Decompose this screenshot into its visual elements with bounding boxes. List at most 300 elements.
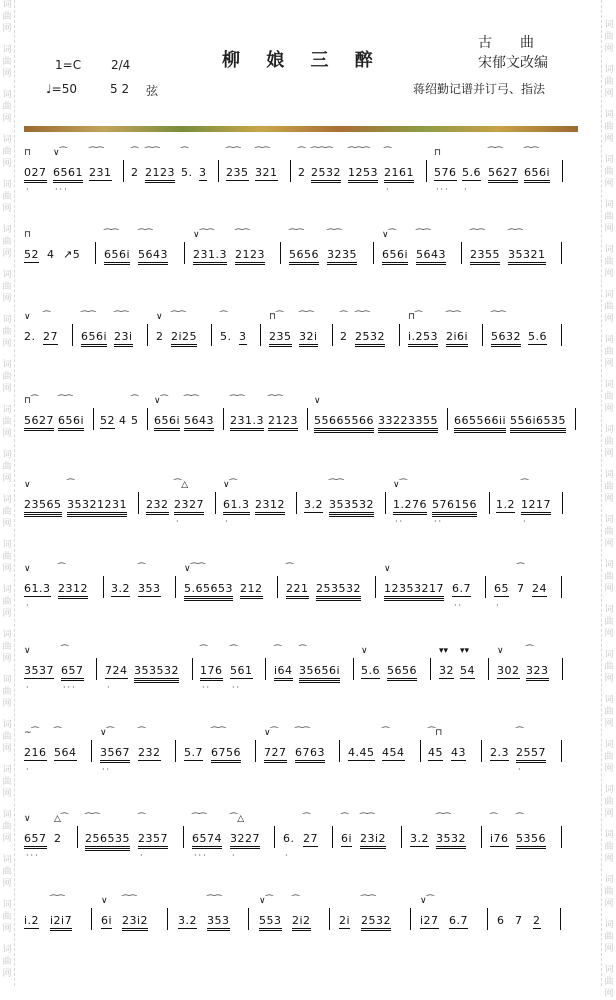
- note-group: 23i2: [122, 914, 148, 931]
- note-group: 2123: [268, 414, 298, 431]
- note-group: 221: [286, 582, 309, 599]
- watermark-char: 词: [604, 920, 614, 930]
- watermark-char: 词: [604, 695, 614, 705]
- note-group: 55665566: [314, 414, 374, 433]
- barline: [274, 826, 275, 848]
- barline: [562, 658, 563, 680]
- bowing-mark: ⁀⁀: [360, 814, 375, 824]
- note-group: 32i: [299, 330, 318, 347]
- bowing-mark: ⁀: [292, 896, 300, 906]
- transcriber: 蒋绍勤记谱并订弓、指法: [413, 82, 546, 96]
- octave-dots: ··: [434, 517, 444, 526]
- watermark-char: 词: [604, 740, 614, 750]
- note-group: 353: [207, 914, 230, 931]
- watermark-char: 词: [604, 335, 614, 345]
- note-group: 2161: [384, 166, 414, 183]
- bowing-mark: ⁀⁀: [184, 396, 199, 406]
- note-group: 2532: [361, 914, 391, 931]
- barline: [562, 492, 563, 514]
- note-group: ↗5: [63, 248, 81, 261]
- barline: [138, 492, 139, 514]
- watermark-char: 曲: [604, 662, 614, 672]
- octave-dots: ·: [225, 517, 230, 526]
- note-group: 52: [24, 248, 39, 261]
- string-tuning: 5 2: [110, 82, 130, 96]
- barline: [223, 408, 224, 430]
- bowing-mark: ⁀⁀: [122, 896, 137, 906]
- note-group: 5.7: [184, 746, 203, 759]
- key-signature: 1=C: [55, 58, 82, 72]
- note-group: 231.3: [193, 248, 227, 265]
- score-line: [24, 230, 586, 274]
- note-group: 2355: [470, 248, 500, 265]
- barline: [561, 826, 562, 848]
- bowing-mark: ⁀: [299, 646, 307, 656]
- bowing-mark: ⁀: [61, 646, 69, 656]
- watermark-char: 网: [604, 944, 614, 954]
- note-group: 216: [24, 746, 47, 759]
- watermark-char: 网: [604, 899, 614, 909]
- note-group: 3.2: [410, 832, 429, 845]
- bowing-mark: ⁀⁀: [50, 896, 65, 906]
- bowing-mark: ⁀⁀⁀: [311, 148, 333, 158]
- watermark-char: 网: [604, 584, 614, 594]
- octave-dots: ·: [464, 185, 469, 194]
- bowing-mark: ⊓: [24, 148, 32, 158]
- watermark-char: 词: [604, 65, 614, 75]
- decorative-band: [24, 126, 578, 132]
- bowing-mark: ⁀⁀: [85, 814, 100, 824]
- note-group: i27: [420, 914, 439, 927]
- note-group: 561: [230, 664, 253, 677]
- bowing-mark: ∨⁀: [259, 896, 273, 906]
- watermark-char: 词: [2, 405, 12, 415]
- bowing-mark: ⁀⁀: [58, 396, 73, 406]
- note-group: 2.3: [490, 746, 509, 759]
- watermark-char: 曲: [2, 507, 12, 517]
- note-group: 2i25: [171, 330, 197, 347]
- watermark-char: 词: [604, 515, 614, 525]
- note-group: 231.3: [230, 414, 264, 431]
- watermark-char: 曲: [604, 257, 614, 267]
- barline: [399, 324, 400, 346]
- bowing-mark: ⁀⁀: [81, 312, 96, 322]
- bowing-mark: ∨: [361, 646, 368, 656]
- watermark-char: 词: [2, 675, 12, 685]
- note-group: 23i2: [360, 832, 386, 849]
- string-tuning-suffix: 弦: [146, 84, 159, 98]
- watermark-char: 词: [604, 425, 614, 435]
- note-group: 656i: [81, 330, 107, 347]
- bowing-mark: ∨: [497, 646, 504, 656]
- bowing-mark: ⁀: [138, 728, 146, 738]
- note-group: i.253: [408, 330, 438, 347]
- note-group: 665566ii: [454, 414, 506, 433]
- bowing-mark: ⁀: [200, 646, 208, 656]
- note-group: 256535: [85, 832, 130, 851]
- score-line: [24, 312, 586, 356]
- barline: [260, 324, 261, 346]
- octave-dots: ·: [26, 765, 31, 774]
- note-group: 3.2: [304, 498, 323, 511]
- bowing-mark: ⁀: [517, 564, 525, 574]
- watermark-char: 曲: [2, 687, 12, 697]
- watermark-char: 词: [2, 630, 12, 640]
- note-group: 6i: [101, 914, 113, 927]
- bowing-mark: ∨: [24, 480, 31, 490]
- watermark-char: 网: [604, 404, 614, 414]
- note-group: 5.65653: [184, 582, 233, 601]
- note-group: 4: [47, 248, 55, 261]
- bowing-mark: ⁀: [58, 564, 66, 574]
- watermark-char: 曲: [604, 752, 614, 762]
- watermark-char: 网: [2, 834, 12, 844]
- watermark-char: 曲: [604, 302, 614, 312]
- watermark-char: 网: [2, 204, 12, 214]
- bowing-mark: ∨: [24, 564, 31, 574]
- note-group: 576: [434, 166, 457, 179]
- note-group: 232: [138, 746, 161, 759]
- bowing-mark: ⁀: [340, 312, 348, 322]
- watermark-char: 词: [2, 360, 12, 370]
- watermark-char: 网: [604, 269, 614, 279]
- watermark-char: 词: [2, 45, 12, 55]
- note-group: 2327: [174, 498, 204, 515]
- barline: [481, 740, 482, 762]
- note-group: 656i: [154, 414, 180, 431]
- watermark-char: 词: [604, 470, 614, 480]
- note-group: 5.6: [528, 330, 547, 343]
- note-group: 1253: [348, 166, 378, 183]
- bowing-mark: ∨: [156, 312, 163, 322]
- bowing-mark: ∨⁀: [223, 480, 237, 490]
- bowing-mark: ∨⁀: [264, 728, 278, 738]
- note-group: 7: [515, 914, 523, 927]
- barline: [218, 160, 219, 182]
- bowing-mark: ⁀: [220, 312, 228, 322]
- barline: [485, 576, 486, 598]
- score-line: [24, 480, 586, 526]
- bowing-mark: ∨: [384, 564, 391, 574]
- note-group: 027: [24, 166, 47, 183]
- watermark-char: 曲: [2, 912, 12, 922]
- bowing-mark: ⁀⁀: [295, 728, 310, 738]
- arranger: 宋郁文改编: [478, 55, 548, 71]
- bowing-mark: ⁀⁀: [192, 814, 207, 824]
- bowing-mark: ∨⁀: [420, 896, 434, 906]
- note-group: 5643: [416, 248, 446, 265]
- watermark-char: 曲: [604, 527, 614, 537]
- bowing-mark: ⁀: [516, 728, 524, 738]
- note-group: 3235: [327, 248, 357, 265]
- bowing-mark: ⁀: [521, 480, 529, 490]
- bowing-mark: ⁀: [298, 148, 306, 158]
- barline: [103, 576, 104, 598]
- bowing-mark: ⁀: [382, 728, 390, 738]
- watermark-char: 词: [604, 785, 614, 795]
- tempo-marking: ♩=50: [46, 82, 77, 96]
- watermark-char: 词: [2, 450, 12, 460]
- note-group: 6574: [192, 832, 222, 849]
- watermark-char: 曲: [604, 977, 614, 987]
- note-group: 61.3: [223, 498, 250, 515]
- watermark-char: 网: [2, 294, 12, 304]
- watermark-char: 网: [604, 449, 614, 459]
- octave-dots: ···: [63, 683, 77, 692]
- watermark-char: 网: [2, 159, 12, 169]
- note-group: 35656i: [299, 664, 340, 683]
- barline: [481, 826, 482, 848]
- bowing-mark: △⁀: [54, 814, 69, 824]
- note-group: 1.2: [496, 498, 515, 511]
- octave-dots: ···: [26, 851, 40, 860]
- barline: [184, 242, 185, 264]
- bowing-mark: ∨: [24, 646, 31, 656]
- note-group: 2312: [58, 582, 88, 599]
- watermark-char: 词: [604, 245, 614, 255]
- note-group: 35321: [508, 248, 546, 265]
- bowing-mark: ⁀: [526, 646, 534, 656]
- note-group: 33223355: [378, 414, 438, 433]
- watermark-char: 网: [604, 809, 614, 819]
- note-group: 52: [100, 414, 115, 427]
- note-group: 321: [255, 166, 278, 179]
- note-group: 353532: [134, 664, 179, 683]
- bowing-mark: ∨: [314, 396, 321, 406]
- note-group: 6: [497, 914, 505, 927]
- note-group: 576156: [432, 498, 477, 517]
- watermark-char: 词: [604, 650, 614, 660]
- watermark-char: 网: [2, 474, 12, 484]
- bowing-mark: ⁀⁀: [327, 230, 342, 240]
- watermark-char: 曲: [604, 482, 614, 492]
- song-title: 柳 娘 三 醉: [222, 50, 383, 71]
- watermark-char: 曲: [604, 797, 614, 807]
- note-group: 5356: [516, 832, 546, 849]
- note-group: 253532: [316, 582, 361, 601]
- note-group: 12353217: [384, 582, 444, 601]
- bowing-mark: ⁀⁀: [416, 230, 431, 240]
- bowing-mark: ⁀⁀: [211, 728, 226, 738]
- bowing-mark: ⁀⁀: [470, 230, 485, 240]
- watermark-char: 网: [2, 69, 12, 79]
- bowing-mark: ⁀: [67, 480, 75, 490]
- note-group: 5.: [220, 330, 232, 343]
- octave-dots: ···: [55, 185, 69, 194]
- note-group: 2312: [255, 498, 285, 515]
- note-group: 6763: [295, 746, 325, 763]
- barline: [426, 160, 427, 182]
- watermark-char: 网: [604, 89, 614, 99]
- bowing-mark: ⁀: [341, 814, 349, 824]
- barline: [410, 908, 411, 930]
- note-group: 2i6i: [446, 330, 468, 347]
- watermark-char: 网: [2, 654, 12, 664]
- bowing-mark: ⁀⁀: [329, 480, 344, 490]
- note-group: 5.6: [361, 664, 380, 677]
- time-signature: 2/4: [111, 58, 131, 72]
- watermark-char: 词: [2, 225, 12, 235]
- bowing-mark: ⁀: [303, 814, 311, 824]
- watermark-char: 词: [604, 875, 614, 885]
- bowing-mark: ⁀⁀: [268, 396, 283, 406]
- note-group: 176: [200, 664, 223, 681]
- note-group: 5656: [289, 248, 319, 265]
- note-group: 656i: [524, 166, 550, 183]
- barline: [77, 826, 78, 848]
- note-group: 553: [259, 914, 282, 931]
- barline: [93, 408, 94, 430]
- watermark-char: 词: [2, 720, 12, 730]
- watermark-char: 曲: [2, 57, 12, 67]
- note-group: 2: [340, 330, 348, 343]
- note-group: 54: [460, 664, 475, 677]
- watermark-char: 词: [2, 0, 12, 10]
- watermark-char: 网: [604, 179, 614, 189]
- bowing-mark: ∨⁀: [154, 396, 168, 406]
- watermark-char: 词: [604, 380, 614, 390]
- bowing-mark: ⁀⁀: [207, 896, 222, 906]
- barline: [353, 658, 354, 680]
- note-group: 6.7: [449, 914, 468, 927]
- watermark-char: 网: [604, 539, 614, 549]
- note-group: 302: [497, 664, 520, 677]
- note-group: 72̇7: [264, 746, 287, 763]
- watermark-char: 网: [2, 564, 12, 574]
- watermark-char: 词: [2, 180, 12, 190]
- note-group: 6.: [283, 832, 295, 845]
- bowing-mark: ∨⁀: [53, 148, 67, 158]
- bowing-mark: ⁀⁀: [171, 312, 186, 322]
- barline: [447, 408, 448, 430]
- barline: [296, 492, 297, 514]
- watermark-char: 词: [604, 200, 614, 210]
- barline: [401, 826, 402, 848]
- watermark-char: 词: [2, 90, 12, 100]
- bowing-mark: ⁀⁀: [436, 814, 451, 824]
- barline: [167, 908, 168, 930]
- note-group: 724: [105, 664, 128, 677]
- barline: [561, 740, 562, 762]
- barline: [487, 908, 488, 930]
- note-group: 2: [298, 166, 306, 179]
- note-group: 3: [239, 330, 247, 343]
- bowing-mark: ⁀⁀: [289, 230, 304, 240]
- note-group: 6i: [341, 832, 353, 845]
- watermark-char: 曲: [604, 167, 614, 177]
- barline: [147, 324, 148, 346]
- octave-dots: ··: [454, 601, 464, 610]
- bowing-mark: ⁀: [516, 814, 524, 824]
- watermark-char: 曲: [2, 552, 12, 562]
- watermark-char: 曲: [2, 372, 12, 382]
- watermark-char: 曲: [2, 102, 12, 112]
- bowing-mark: ⁀⁀: [235, 230, 250, 240]
- barline: [192, 658, 193, 680]
- watermark-char: 网: [2, 24, 12, 34]
- bowing-mark: ∨: [101, 896, 108, 906]
- score-line: [24, 396, 586, 440]
- watermark-char: 网: [2, 969, 12, 979]
- note-group: 353532: [329, 498, 374, 517]
- watermark-char: 词: [2, 135, 12, 145]
- note-group: 212: [240, 582, 263, 599]
- bowing-mark: ∨⁀⁀: [184, 564, 206, 574]
- barline: [482, 324, 483, 346]
- watermark-char: 网: [2, 249, 12, 259]
- barline: [255, 740, 256, 762]
- octave-dots: ··: [232, 683, 242, 692]
- octave-dots: ·: [518, 765, 523, 774]
- barline: [91, 908, 92, 930]
- watermark-char: 网: [2, 789, 12, 799]
- note-group: 454: [382, 746, 405, 759]
- watermark-char: 曲: [604, 932, 614, 942]
- note-group: 231: [89, 166, 112, 179]
- bowing-mark: ⁀⁀: [138, 230, 153, 240]
- bowing-mark: ∨: [24, 814, 31, 824]
- watermark-char: 词: [2, 810, 12, 820]
- barline: [91, 740, 92, 762]
- octave-dots: ···: [194, 851, 208, 860]
- note-group: 6561: [53, 166, 83, 183]
- watermark-char: 曲: [604, 887, 614, 897]
- bowing-mark: ⁀⁀: [361, 896, 376, 906]
- watermark-char: 网: [2, 429, 12, 439]
- bowing-mark: ⁀⁀: [230, 396, 245, 406]
- barline: [332, 324, 333, 346]
- watermark-char: 词: [2, 765, 12, 775]
- watermark-char: 曲: [2, 822, 12, 832]
- note-group: 43: [451, 746, 466, 759]
- barline: [175, 576, 176, 598]
- note-group: 56̇27: [488, 166, 518, 183]
- watermark-char: 网: [604, 494, 614, 504]
- watermark-char: 曲: [604, 212, 614, 222]
- note-group: 4: [119, 414, 127, 427]
- note-group: 4.45: [348, 746, 375, 759]
- watermark-char: 网: [2, 924, 12, 934]
- bowing-mark: ∨⁀: [100, 728, 114, 738]
- bowing-mark: ⁀⁀: [299, 312, 314, 322]
- barline: [248, 908, 249, 930]
- watermark-char: 词: [2, 495, 12, 505]
- note-group: 3.2: [111, 582, 130, 595]
- barline: [329, 908, 330, 930]
- note-group: 23565: [24, 498, 62, 517]
- watermark-char: 曲: [2, 192, 12, 202]
- barline: [332, 826, 333, 848]
- watermark-char: 网: [604, 719, 614, 729]
- octave-dots: ·: [26, 683, 31, 692]
- note-group: 2123: [235, 248, 265, 265]
- watermark-char: 网: [604, 674, 614, 684]
- watermark-char: 词: [2, 945, 12, 955]
- bowing-mark: ⁀: [286, 564, 294, 574]
- note-group: 235: [226, 166, 249, 179]
- note-group: 235: [269, 330, 292, 347]
- watermark-char: 词: [604, 110, 614, 120]
- bowing-mark: ⁀⁀⁀: [348, 148, 370, 158]
- watermark-char: 曲: [2, 12, 12, 22]
- bowing-mark: ⁀: [131, 148, 139, 158]
- note-group: 3567: [100, 746, 130, 763]
- watermark-char: 网: [2, 744, 12, 754]
- bowing-mark: ⁀⁀: [508, 230, 523, 240]
- note-group: 656i: [104, 248, 130, 265]
- barline: [562, 160, 563, 182]
- barline: [461, 242, 462, 264]
